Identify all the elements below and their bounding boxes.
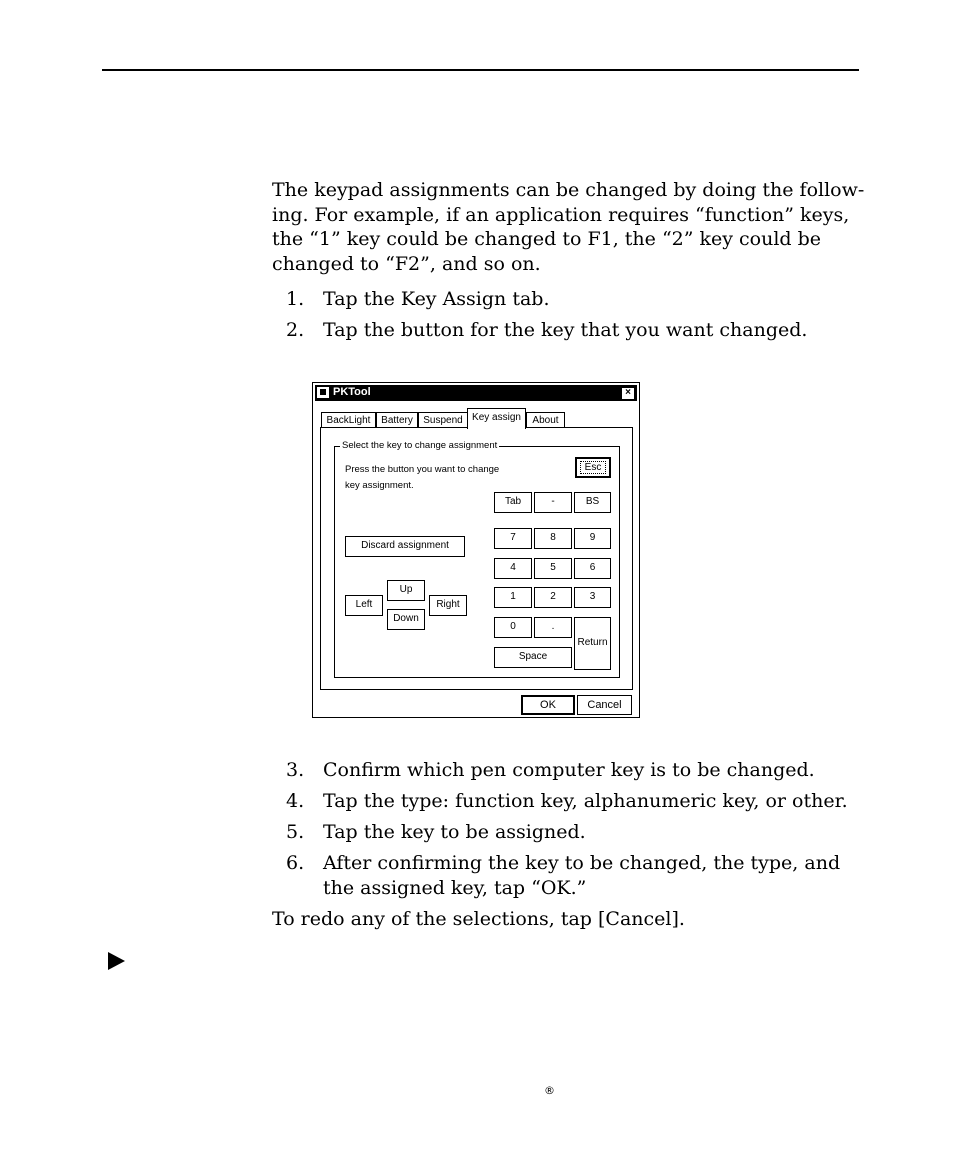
return-key-button[interactable]: Return [574,617,611,670]
tab-about[interactable]: About [526,412,565,428]
key-3-button[interactable]: 3 [574,587,611,608]
tab-key-assign[interactable]: Key assign [467,408,526,429]
ok-button[interactable]: OK [521,695,575,715]
key-1-button[interactable]: 1 [494,587,532,608]
step-text: Tap the button for the key that you want changed. [323,319,808,341]
close-button[interactable]: × [621,387,635,400]
step-number: 4. [286,790,305,812]
intro-paragraph [272,178,872,276]
step-text-line: After confirming the key to be changed, the type, and [323,852,841,874]
backspace-key-button[interactable]: BS [574,492,611,513]
step-text [323,851,863,900]
header-rule [102,69,859,71]
right-key-button[interactable]: Right [429,595,467,616]
key-5-button[interactable]: 5 [534,558,572,579]
tab-key-button[interactable]: Tab [494,492,532,513]
pktool-dialog [312,382,640,718]
intro-line: ing. For example, if an application requires “function” keys, [272,203,850,226]
step-number: 6. [286,852,305,874]
step-text: Tap the type: function key, alphanumeric key, or other. [323,790,848,812]
instruction-line: key assignment. [345,480,414,491]
esc-label: Esc [580,461,607,474]
registered-mark: ® [544,1084,555,1097]
esc-key-button[interactable] [575,457,611,478]
instruction-line: Press the button you want to change [345,464,500,475]
step-number: 2. [286,319,305,341]
app-icon [317,387,329,398]
group-label: Select the key to change assignment [342,440,498,451]
dot-key-button[interactable]: . [534,617,572,638]
intro-line: changed to “F2”, and so on. [272,252,541,275]
key-7-button[interactable]: 7 [494,528,532,549]
tab-battery[interactable]: Battery [376,412,418,428]
key-4-button[interactable]: 4 [494,558,532,579]
step-number: 1. [286,288,305,310]
cancel-button[interactable]: Cancel [577,695,632,715]
left-key-button[interactable]: Left [345,595,383,616]
dialog-title: PKTool [333,386,371,398]
closing-paragraph: To redo any of the selections, tap [Cancel]. [272,908,685,930]
key-2-button[interactable]: 2 [534,587,572,608]
step-number: 5. [286,821,305,843]
tab-suspend[interactable]: Suspend [418,412,468,428]
step-number: 3. [286,759,305,781]
key-select-group [334,440,620,678]
key-0-button[interactable]: 0 [494,617,532,638]
play-arrow-icon [108,952,125,970]
discard-assignment-button[interactable]: Discard assignment [345,536,465,557]
dialog-titlebar[interactable] [315,385,637,401]
key-6-button[interactable]: 6 [574,558,611,579]
minus-key-button[interactable]: - [534,492,572,513]
key-assign-panel [320,427,633,690]
step-text: Confirm which pen computer key is to be changed. [323,759,815,781]
instruction-text [345,462,515,494]
down-key-button[interactable]: Down [387,609,425,630]
step-text: Tap the key to be assigned. [323,821,586,843]
intro-line: the “1” key could be changed to F1, the “2” key could be [272,228,822,250]
key-8-button[interactable]: 8 [534,528,572,549]
up-key-button[interactable]: Up [387,580,425,601]
step-text: Tap the Key Assign tab. [323,288,550,310]
step-text-line: the assigned key, tap “OK.” [323,876,587,899]
tab-backlight[interactable]: BackLight [321,412,376,428]
intro-line: The keypad assignments can be changed by doing the follow- [272,179,865,201]
key-9-button[interactable]: 9 [574,528,611,549]
space-key-button[interactable]: Space [494,647,572,668]
